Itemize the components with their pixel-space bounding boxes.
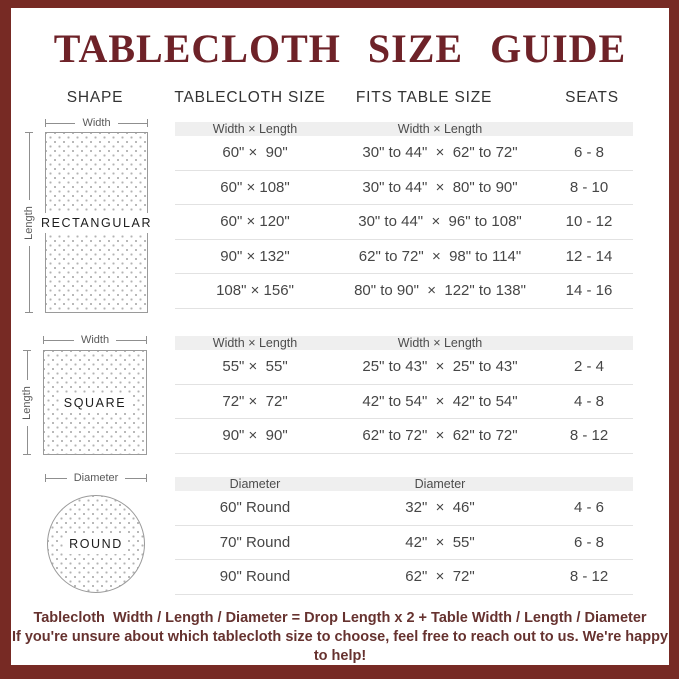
cell-fits: 32" × 46" bbox=[405, 499, 475, 517]
table-row bbox=[175, 419, 633, 454]
table-row bbox=[175, 350, 633, 385]
section-header-bar bbox=[175, 336, 633, 350]
rectangular-shape bbox=[40, 132, 153, 313]
rect-length-label: Length bbox=[23, 205, 35, 240]
column-header-fits-table-size: FITS TABLE SIZE bbox=[355, 89, 493, 106]
cell-size: 108" × 156" bbox=[216, 282, 294, 300]
table-rows bbox=[175, 350, 633, 454]
cell-fits: 62" to 72" × 62" to 72" bbox=[362, 427, 518, 445]
cell-seats: 14 - 16 bbox=[565, 282, 613, 300]
cell-size: 90" × 132" bbox=[220, 247, 290, 265]
square-length-dimension bbox=[21, 350, 33, 455]
cell-fits: 62" × 72" bbox=[405, 568, 475, 586]
cell-fits: 25" to 43" × 25" to 43" bbox=[362, 358, 518, 376]
footer-help-text: If you're unsure about which tablecloth size to choose, feel free to reach out to us. We're happy to help! bbox=[11, 629, 669, 664]
table-rows bbox=[175, 136, 633, 309]
page-title: TABLECLOTH SIZE GUIDE bbox=[53, 26, 627, 71]
round-diameter-label: Diameter bbox=[73, 472, 119, 484]
table-rows bbox=[175, 491, 633, 595]
square-width-label: Width bbox=[80, 334, 110, 346]
table-row bbox=[175, 385, 633, 420]
bar-label-fits: Diameter bbox=[414, 477, 466, 491]
rect-length-dimension bbox=[23, 132, 35, 313]
round-diameter-dimension bbox=[45, 473, 147, 483]
round-shape bbox=[47, 495, 145, 593]
cell-fits: 42" to 54" × 42" to 54" bbox=[362, 392, 518, 410]
table-row bbox=[175, 526, 633, 561]
rectangular-table-section bbox=[175, 122, 633, 309]
footer-formula: Tablecloth Width / Length / Diameter = Drop Length x 2 + Table Width / Length / Diameter bbox=[33, 610, 647, 626]
table-row bbox=[175, 136, 633, 171]
bar-label-tablecloth: Width × Length bbox=[212, 336, 298, 350]
cell-seats: 4 - 8 bbox=[573, 392, 604, 410]
cell-fits: 80" to 90" × 122" to 138" bbox=[354, 282, 526, 300]
bar-label-tablecloth: Diameter bbox=[229, 477, 281, 491]
cell-fits: 62" to 72" × 98" to 114" bbox=[358, 247, 522, 265]
section-header-bar bbox=[175, 477, 633, 491]
cell-fits: 30" to 44" × 62" to 72" bbox=[362, 144, 518, 162]
cell-size: 60" × 120" bbox=[220, 213, 290, 231]
bar-label-tablecloth: Width × Length bbox=[212, 122, 298, 136]
table-row bbox=[175, 274, 633, 309]
cell-seats: 10 - 12 bbox=[565, 213, 613, 231]
cell-fits: 42" × 55" bbox=[405, 533, 475, 551]
cell-size: 70" Round bbox=[219, 533, 291, 551]
table-row bbox=[175, 240, 633, 275]
cell-seats: 6 - 8 bbox=[573, 533, 604, 551]
round-shape-label: ROUND bbox=[64, 534, 128, 554]
table-row bbox=[175, 171, 633, 206]
table-row bbox=[175, 560, 633, 595]
footer-note bbox=[11, 609, 669, 666]
cell-size: 60" Round bbox=[219, 499, 291, 517]
cell-size: 90" Round bbox=[219, 568, 291, 586]
cell-fits: 30" to 44" × 96" to 108" bbox=[358, 213, 522, 231]
table-row bbox=[175, 491, 633, 526]
rectangular-shape-label: RECTANGULAR bbox=[36, 213, 157, 233]
cell-seats: 8 - 10 bbox=[569, 178, 609, 196]
square-shape-label: SQUARE bbox=[59, 393, 131, 413]
cell-size: 90" × 90" bbox=[222, 427, 288, 445]
cell-size: 60" × 90" bbox=[222, 144, 288, 162]
cell-size: 55" × 55" bbox=[222, 358, 288, 376]
column-header-seats: SEATS bbox=[565, 89, 619, 106]
rect-width-label: Width bbox=[82, 117, 111, 129]
column-header-tablecloth-size: TABLECLOTH SIZE bbox=[174, 89, 326, 106]
cell-seats: 12 - 14 bbox=[565, 247, 613, 265]
cell-seats: 8 - 12 bbox=[569, 427, 609, 445]
cell-seats: 6 - 8 bbox=[573, 144, 604, 162]
square-table-section bbox=[175, 336, 633, 454]
cell-size: 72" × 72" bbox=[222, 392, 288, 410]
cell-fits: 30" to 44" × 80" to 90" bbox=[362, 178, 518, 196]
square-length-label: Length bbox=[21, 385, 33, 420]
cell-size: 60" × 108" bbox=[220, 178, 290, 196]
bar-label-fits: Width × Length bbox=[397, 336, 483, 350]
table-row bbox=[175, 205, 633, 240]
section-header-bar bbox=[175, 122, 633, 136]
square-width-dimension bbox=[43, 335, 147, 345]
column-header-shape: SHAPE bbox=[66, 89, 124, 106]
cell-seats: 4 - 6 bbox=[573, 499, 604, 517]
round-table-section bbox=[175, 477, 633, 595]
rect-width-dimension bbox=[45, 118, 148, 128]
square-shape bbox=[43, 350, 147, 455]
cell-seats: 8 - 12 bbox=[569, 568, 609, 586]
bar-label-fits: Width × Length bbox=[397, 122, 483, 136]
cell-seats: 2 - 4 bbox=[573, 358, 604, 376]
